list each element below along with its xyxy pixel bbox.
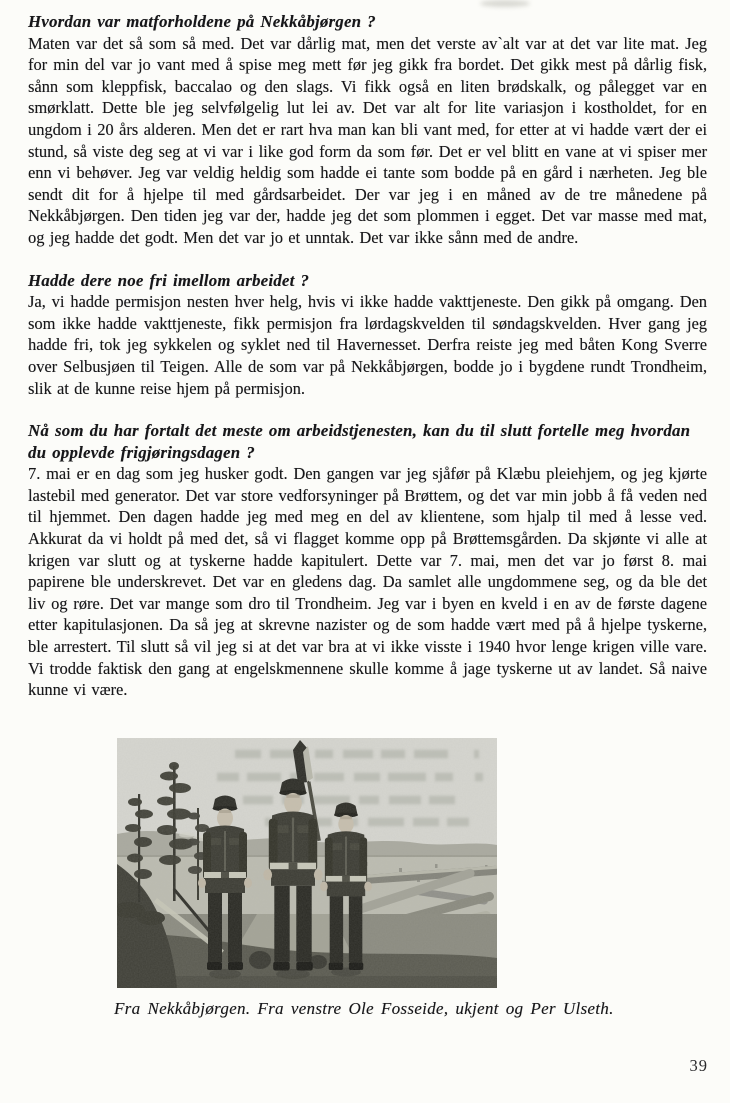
qa-section-food xyxy=(28,11,707,249)
scan-smudge xyxy=(480,0,530,7)
answer-paragraph: Ja, vi hadde permisjon nesten hver helg, hvis vi ikke hadde vakttjeneste. Den gikk på omgang. Den som ikke hadde vakttjeneste, fikk permisjon fra lørdagskvelden til søndagskvelden. Hver gang jeg hadde fri, tok jeg sykkelen og syklet ned til Havernesset. Derfra reiste jeg med båten Kong Sverre over Selbusjøen til Teigen. Alle de som var på Nekkåbjørgen, bodde jo i bygdene rundt Trondheim, slik at de kunne reise hjem på permisjon. xyxy=(28,292,707,398)
page-number: 39 xyxy=(689,1056,708,1075)
question-heading: Hvordan var matforholdene på Nekkåbjørgen ? xyxy=(28,12,376,31)
qa-section-freetime xyxy=(28,270,707,400)
answer-paragraph: 7. mai er en dag som jeg husker godt. Den gangen var jeg sjåfør på Klæbu pleiehjem, og jeg kjørte lastebil med generator. Det var store vedforsyninger på Brøttem, og det var min jobb å få veden ned til hjemmet. Den dagen hadde jeg med meg en del av klientene, som hjalp til med å lesse ved. Akkurat da vi holdt på med det, så vi flagget komme opp på Brøttemsgården. Da skjønte vi alle at krigen var slutt og at tyskerne hadde kapitulert. Dette var 7. mai, men det var jo først 8. mai papirene ble underskrevet. Det var en gledens dag. Da samlet alle ungdommene seg, og da ble det liv og røre. Det var mange som dro til Trondheim. Jeg var i byen en kveld i en av de første dagene etter kapitulasjonen. Da så jeg at skrevne nazister og de som hadde vært med på å hjelpe tyskerne, ble arrestert. Til slutt så vil jeg si at det var bra at vi ikke visste i 1940 hvor lenge krigen ville vare. Vi trodde faktisk den gang at engelskmennene skulle komme å jage tyskerne ut av landet. Så naive kunne vi være. xyxy=(28,464,707,700)
question-heading: Hadde dere noe fri imellom arbeidet ? xyxy=(28,270,310,290)
photo xyxy=(117,738,497,988)
photo-caption: Fra Nekkåbjørgen. Fra venstre Ole Fosseide, ukjent og Per Ulseth. xyxy=(114,998,614,1018)
answer-paragraph: Maten var det så som så med. Det var dårlig mat, men det verste av`alt var at det var lite mat. Jeg for min del var jo vant med å spise meg mett før jeg gikk fra bordet. Det gikk mest på dårlig fisk, sånn som kleppfisk, baccalao og den slags. Vi fikk også en liten brødskalk, og pålegget var en smørklatt. Dette ble jeg selvfølgelig lut lei av. Det var alt for lite variasjon i kostholdet, for en ungdom i 20 års alderen. Men det er rart hva man kan bli vant med, for etter at vi hadde vært der ei stund, så viste deg seg at vi var i like god form da som før. Det er vel blitt en vane at vi spiser mer enn vi behøver. Jeg var veldig heldig som hadde ei tante som bodde på en gård i nærheten. Jeg ble sendt dit for å hjelpe til med gårdsarbeidet. Der var jeg i en måned av de tre månedene på Nekkåbjørgen. Den tiden jeg var der, hadde jeg det som plommen i egget. Det var masse med mat, og jeg hadde det godt. Men det var jo et unntak. Det var ikke sånn med de andre. xyxy=(28,33,707,247)
qa-section-liberation-day xyxy=(28,420,707,701)
question-heading: Nå som du har fortalt det meste om arbeidstjenesten, kan du til slutt fortelle meg hvordan du opplevde frigjøringsdagen ? xyxy=(28,421,691,462)
photo-figure xyxy=(114,738,614,1020)
photo-grain-overlay xyxy=(117,738,497,988)
